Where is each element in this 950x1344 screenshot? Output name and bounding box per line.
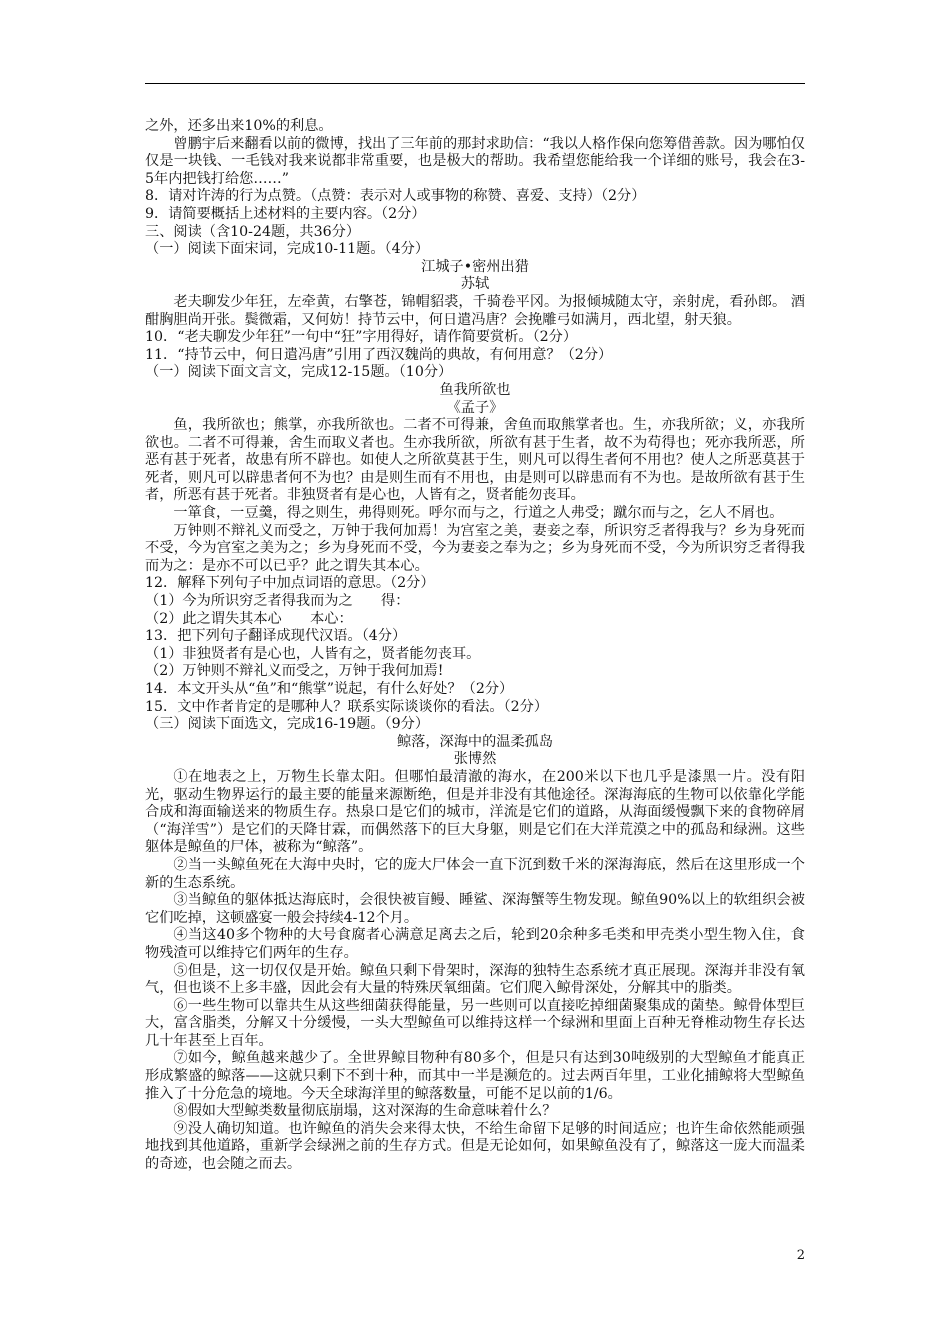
essay-paragraph: 一箪食，一豆羹，得之则生，弗得则死。呼尔而与之，行道之人弗受；蹴尔而与之，乞人不屑也。 — [173, 505, 784, 522]
text-paragraph: 曾鹏宇后来翻看以前的微博，找出了三年前的那封求助信：“我以人格作保向您筹借善款。因为哪怕仅仅是一块钱、一毛钱对我来说都非常重要，也是极大的帮助。我希望您能给我一个详细的账号，我会在3-5年内把钱打给您……” — [145, 135, 805, 187]
article-paragraph-5: ⑤但是，这一切仅仅是开始。鲸鱼只剩下骨架时，深海的独特生态系统才真正展现。深海并非没有氧气，但也谈不上多丰盛，因此会有大量的特殊厌氧细菌。它们爬入鲸骨深处，分解其中的脂类。 — [145, 962, 805, 997]
page-number: 2 — [796, 1248, 805, 1263]
article-paragraph-2: ②当一头鲸鱼死在大海中央时，它的庞大尸体会一直下沉到数千米的深海海底，然后在这里形成一个新的生态系统。 — [145, 856, 805, 891]
question-12-2: （2）此之谓失其本心 本心： — [145, 610, 353, 627]
question-14: 14．本文开头从“鱼”和“熊掌”说起，有什么好处？（2分） — [145, 681, 514, 697]
article-paragraph-8: ⑧假如大型鲸类数量彻底崩塌，这对深海的生命意味着什么？ — [173, 1103, 557, 1120]
article-paragraph-3: ③当鲸鱼的躯体抵达海底时，会很快被盲鳗、睡鲨、深海蟹等生物发现。鲸鱼90%以上的软组织会被它们吃掉，这顿盛宴一般会持续4-12个月。 — [145, 892, 805, 926]
question-13-1: （1）非独贤者有是心也，人皆有之，贤者能勿丧耳。 — [145, 645, 481, 662]
question-9: 9．请简要概括上述材料的主要内容。（2分） — [145, 205, 426, 222]
article-title: 鲸落，深海中的温柔孤岛 — [396, 733, 554, 750]
section-heading: 三、阅读（含10-24题，共36分） — [145, 223, 361, 240]
subsection-heading: （一）阅读下面宋词，完成10-11题。（4分） — [145, 241, 430, 258]
essay-source: 《孟子》 — [446, 399, 504, 416]
article-paragraph-7: ⑦如今，鲸鱼越来越少了。全世界鲸目物种有80多个，但是只有达到30吨级别的大型鲸鱼才能真正形成繁盛的鲸落——这就只剩下不到十种，而其中一半是濒危的。过去两百年里，工业化捕鲸将大型鲸鱼推入了十分危急的境地。今天全球海洋里的鲸落数量，可能不足以前的1/6。 — [145, 1050, 805, 1102]
poem-author: 苏轼 — [460, 276, 490, 293]
article-paragraph-1: ①在地表之上，万物生长靠太阳。但哪怕最清澈的海水，在200米以下也几乎是漆黑一片。没有阳光，驱动生物界运行的最主要的能量来源断绝，但是并非没有其他途径。深海海底的生物可以依靠化学能合成和海面输送来的物质生存。热泉口是它们的城市，洋流是它们的道路，从海面缓慢飘下来的食物碎屑（“海洋雪”）是它们的天降甘霖，而偶然落下的巨大身躯，则是它们在大洋荒漠之中的孤岛和绿洲。这些躯体是鲸鱼的尸体，被称为“鲸落”。 — [145, 768, 805, 856]
article-paragraph-9: ⑨没人确切知道。也许鲸鱼的消失会来得太快，不给生命留下足够的时间适应；也许生命依然能顽强地找到其他道路，重新学会绿洲之前的生存方式。但是无论如何，如果鲸鱼没有了，鲸落这一庞大而温柔的奇迹，也会随之而去。 — [145, 1120, 805, 1173]
essay-title: 鱼我所欲也 — [439, 381, 511, 398]
poem-title: 江城子•密州出猎 — [421, 258, 529, 275]
question-13: 13．把下列句子翻译成现代汉语。（4分） — [145, 628, 407, 645]
question-13-2: （2）万钟则不辩礼义而受之，万钟于我何加焉! — [145, 663, 444, 680]
article-paragraph-6: ⑥一些生物可以靠共生从这些细菌获得能量，另一些则可以直接吃掉细菌聚集成的菌垫。鲸骨体型巨大，富含脂类，分解又十分缓慢，一头大型鲸鱼可以维持这样一个绿洲和里面上百种无脊椎动物生存长达几十年甚至上百年。 — [145, 997, 805, 1049]
subsection-heading: （一）阅读下面文言文，完成12-15题。（10分） — [145, 364, 453, 381]
essay-paragraph: 鱼，我所欲也；熊掌，亦我所欲也。二者不可得兼，舍鱼而取熊掌者也。生，亦我所欲；义，亦我所欲也。二者不可得兼，舍生而取义者也。生亦我所欲，所欲有甚于生者，故不为苟得也；死亦我所恶，所恶有甚于死者，故患有所不辟也。如使人之所欲莫甚于生，则凡可以得生者何不用也？使人之所恶莫甚于死者，则凡可以辟患者何不为也？由是则生而有不用也，由是则可以辟患而有不为也。是故所欲有甚于生者，所恶有甚于死者。非独贤者有是心也，人皆有之，贤者能勿丧耳。 — [145, 417, 805, 504]
article-author: 张博然 — [453, 751, 497, 768]
page-content — [145, 118, 805, 1174]
question-11: 11．“持节云中，何日遣冯唐”引用了西汉魏尚的典故，有何用意？（2分） — [145, 346, 613, 363]
question-15: 15．文中作者肯定的是哪种人？联系实际谈谈你的看法。（2分） — [145, 698, 549, 715]
header-rule — [145, 83, 805, 84]
question-12: 12．解释下列句子中加点词语的意思。（2分） — [145, 575, 435, 592]
question-8: 8．请对许涛的行为点赞。（点赞：表示对人或事物的称赞、喜爱、支持）（2分） — [145, 188, 646, 205]
question-10: 10．“老夫聊发少年狂”一句中“狂”字用得好，请作简要赏析。（2分） — [145, 329, 578, 346]
question-12-1: （1）今为所识穷乏者得我而为之 得： — [145, 593, 410, 610]
article-paragraph-4: ④当这40多个物种的大号食腐者心满意足离去之后，轮到20余种多毛类和甲壳类小型生物入住，食物残渣可以维持它们两年的生存。 — [145, 927, 805, 961]
essay-paragraph: 万钟则不辩礼义而受之，万钟于我何加焉！为宫室之美，妻妾之奉，所识穷乏者得我与？乡为身死而不受，今为宫室之美为之；乡为身死而不受，今为妻妾之奉为之；乡为身死而不受，今为所识穷乏者得我而为之：是亦不可以已乎？此之谓失其本心。 — [145, 522, 805, 574]
subsection-heading: （三）阅读下面选文，完成16-19题。（9分） — [145, 716, 430, 733]
poem-text: 老夫聊发少年狂，左牵黄，右擎苍，锦帽貂裘，千骑卷平冈。为报倾城随太守，亲射虎，看孙郎。 酒酣胸胆尚开张。鬓微霜，又何妨！持节云中，何日遣冯唐？会挽雕弓如满月，西北望，射天狼。 — [145, 293, 805, 328]
text-line: 之外，还多出来10%的利息。 — [145, 118, 333, 134]
